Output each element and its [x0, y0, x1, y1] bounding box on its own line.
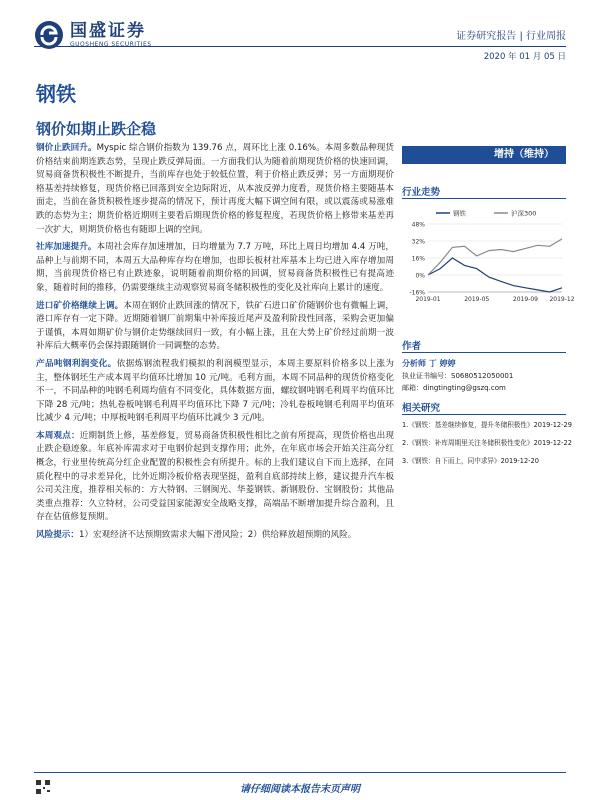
section-profit: 产品吨钢利润变化。依据炼钢流程我们模拟的利润模型显示，本周主要原料价格多以上涨为主，整体钢坯生产成本周平均值环比增加 10 元/吨。毛利方面，本周不同品种的现货价格变化不一，不同品种的吨钢毛利周均值有不同变化，具体数据方面，螺纹钢吨钢毛利周平均值环比下降 28 元/吨；热轧卷板吨钢毛利周平均值环比下降 7 元/吨；冷轧卷板吨钢毛利周平均值环比减少 4 元/吨；中厚板吨钢毛利周平均值环比减少 3 元/吨。: [36, 358, 394, 424]
report-type: 证券研究报告 | 行业周报: [456, 31, 566, 42]
report-date: 2020 年 01 月 05 日: [483, 52, 566, 62]
x-tick-label: 2019-12: [549, 296, 575, 303]
cert-line: 执业证书编号：S0680512050001: [402, 372, 514, 380]
trend-chart: [402, 206, 575, 306]
section-view: 本周观点：近期制货上修，基差修复，贸易商备货积极性相比之前有所提高，现货价格也出现止跌企稳迹象。年底补库需求对于电钢价起到支撑作用；此外，在年底市场会开始关注高分红概念，行业里传统高分红企业配置的积极性会有所提升。标的上我们建议自下而上选择，在同质化程中的寻求差异化，比外近期冷板价格表现坚挺，盈利自底部持续上修，建议提升汽车板公司关注度，推荐相关标的：方大特钢、三钢闽光、华菱钢铁、新钢股份、宝钢股份；其他品类重点推荐：久立特材，公司受益国家能源安全战略支撑，高端品不断增加提升综合盈利，且存在估值修复预期。: [36, 430, 394, 523]
author-block: [402, 358, 570, 394]
section-price: 钢价止跌回升。Myspic 综合钢价指数为 139.76 点，周环比上涨 0.16%。本周多数品种现货价格结束前期连跌态势，呈现止跌反弹局面。一方面我们认为随着前期现货价格的快速回调，贸易商备货积极性不断提升，当前库存也处于较低位置，利于价格止跌反弹；另一方面期现价格基差持续修复，现货价格已回落到安全边际附近，从本波反弹力度看，现货价格主要随基本面走，当前在备货积极性逐步提高的情况下，预计再度大幅下调空间有限，或以震荡或易涨难跌的态势为主；期货价格近期则主要看后期现货价格的修复程度，若现货价格上修带来基差再一次扩大，则期货价格也有随即上调的空间。: [36, 143, 394, 235]
report-headline: 钢价如期止跌企稳: [36, 120, 157, 138]
header-divider: [34, 46, 566, 47]
related-item[interactable]: 3.《钢铁：自下而上，同中求异》2019-12-20: [402, 457, 539, 465]
y-tick-label: 16%: [411, 255, 425, 263]
author-divider: [402, 352, 566, 353]
email-link[interactable]: dingtingting@gszq.com: [423, 384, 506, 392]
summary-body: [36, 142, 394, 547]
email-line: 邮箱：dingtingting@gszq.com: [402, 384, 506, 392]
brand-name-en: GUOSHENG SECURITIES: [70, 41, 152, 48]
legend-label: 钢铁: [453, 209, 466, 218]
x-tick-label: 2019-01: [415, 296, 441, 303]
legend-label: 沪深300: [511, 209, 537, 218]
brand-name: 国盛证券: [70, 21, 146, 41]
footer-divider: [34, 772, 566, 773]
related-item[interactable]: 2.《钢铁：补库周期里关注冬储积极性变化》2019-12-22: [402, 439, 572, 447]
analyst-names: 分析师 丁 婷婷: [402, 359, 456, 368]
related-divider: [402, 414, 566, 415]
y-tick-label: 0%: [415, 272, 425, 280]
section-ore: 进口矿价格继续上调。本周在钢价止跌回涨的情况下，铁矿石进口矿价随钢价也有微幅上调，港口库存有一定下降。近期随着钢厂前期集中补库接近尾声及盈利阶段性回落，采购会更加偏于谨慎，本周如期矿价与钢价走势继续回归一致，有小幅上涨，且在大势上矿价经过前期一波补库后大概率仍会保持跟随钢价一同调整的态势。: [36, 300, 394, 352]
y-tick-label: -16%: [409, 289, 425, 297]
trend-title: 行业走势: [402, 187, 441, 198]
related-item[interactable]: 1.《钢铁：基差继续修复，提升冬储积极性》2019-12-29: [402, 421, 572, 429]
rating-badge: 增持（维持）: [402, 146, 566, 164]
sector-title: 钢铁: [36, 82, 76, 106]
x-tick-label: 2019-09: [512, 296, 538, 303]
footer-disclaimer: 请仔细阅读本报告末页声明: [240, 784, 360, 795]
trend-divider: [402, 198, 566, 199]
section-risk: 风险提示：1）宏观经济不达预期致需求大幅下滑风险；2）供给释放超预期的风险。: [36, 530, 357, 541]
related-list: [402, 416, 572, 470]
y-tick-label: 48%: [411, 221, 425, 229]
section-inventory: 社库加速提升。本周社会库存加速增加，日均增量为 7.7 万吨，环比上周日均增加 4.4 万吨，品种上与前期不同，本周五大品种库存均在增加，也即长板材社库基本上均已进入库存增加周期，当前现货价格已有止跌迹象，说明随着前期价格的回调，贸易商备货积极性已有提高迹象，随着时间的推移，仍需要继续主动观察贸易商冬储积极性的变化及社库向上累计的速度。: [36, 242, 394, 293]
related-title: 相关研究: [402, 403, 441, 414]
author-title: 作者: [402, 341, 422, 352]
y-tick-label: 32%: [411, 238, 425, 246]
x-tick-label: 2019-05: [464, 296, 490, 303]
series-line-hs300: [428, 239, 562, 275]
